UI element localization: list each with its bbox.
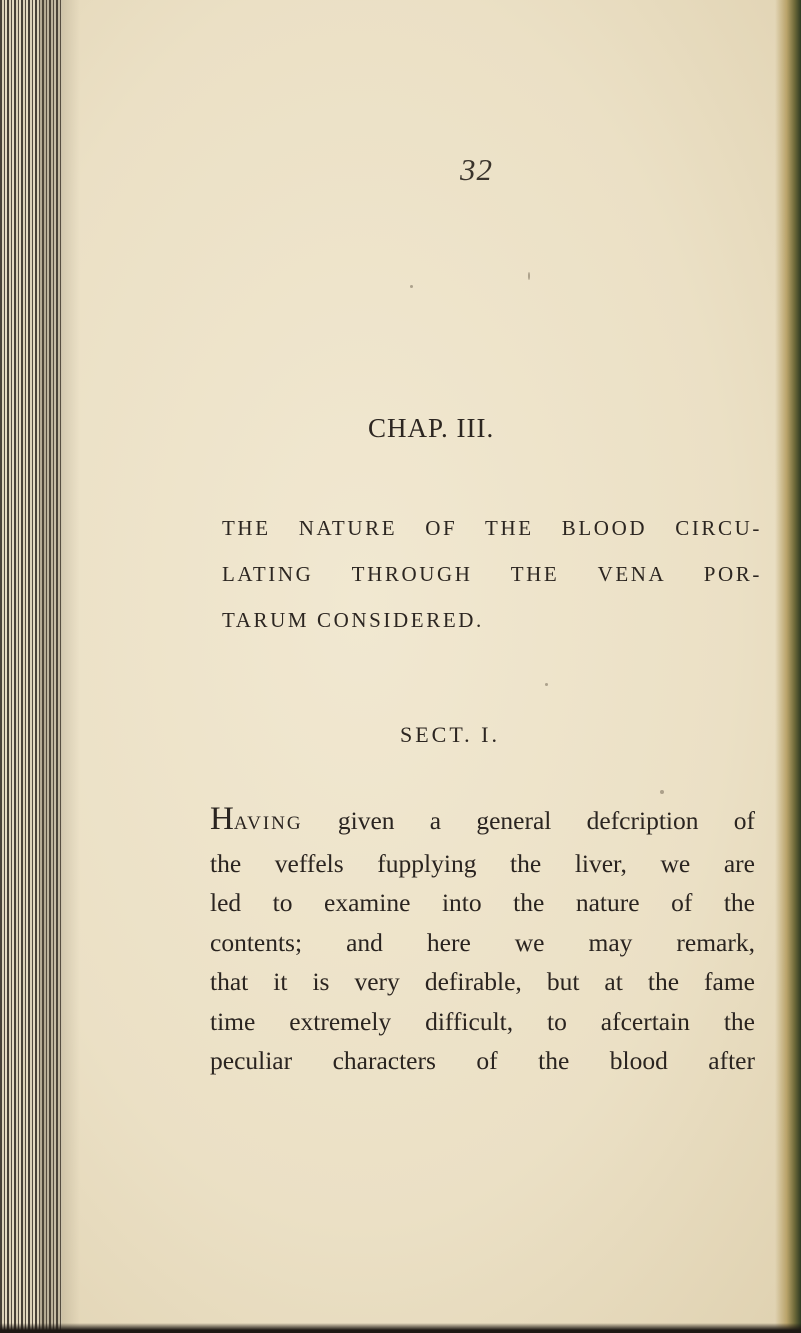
gutter-shadow xyxy=(40,0,80,1333)
paragraph-line xyxy=(210,800,755,844)
paragraph-line: contents; and here we may remark, xyxy=(210,927,755,957)
paragraph-line: peculiar characters of the blood after xyxy=(210,1046,755,1075)
page-number: 32 xyxy=(460,152,493,187)
paragraph-line: time extremely difficult, to afcertain the xyxy=(210,1006,755,1036)
dropcap-letter: H xyxy=(210,801,234,837)
heading-line: LATING THROUGH THE VENA POR- xyxy=(222,562,762,586)
first-line-text: given a general defcription of xyxy=(302,806,755,835)
paragraph-line: that it is very defirable, but at the fame xyxy=(210,967,755,996)
heading-line: THE NATURE OF THE BLOOD CIRCU- xyxy=(222,516,762,540)
paragraph-line: led to examine into the nature of the xyxy=(210,888,755,917)
paper-speck xyxy=(528,272,530,280)
section-title: SECT. I. xyxy=(400,722,500,747)
chapter-title: CHAP. III. xyxy=(368,413,495,443)
paper-speck xyxy=(410,285,413,288)
heading-line: TARUM CONSIDERED. xyxy=(222,608,484,632)
page-right-edge xyxy=(775,0,801,1333)
body-paragraph xyxy=(210,800,755,1081)
page-bottom-edge xyxy=(0,1323,801,1333)
paper-speck xyxy=(545,683,548,686)
paper-speck xyxy=(660,790,664,794)
paragraph-line: the veffels fupplying the liver, we are xyxy=(210,848,755,878)
opening-smallcaps: AVING xyxy=(233,813,303,834)
chapter-heading xyxy=(222,505,762,643)
